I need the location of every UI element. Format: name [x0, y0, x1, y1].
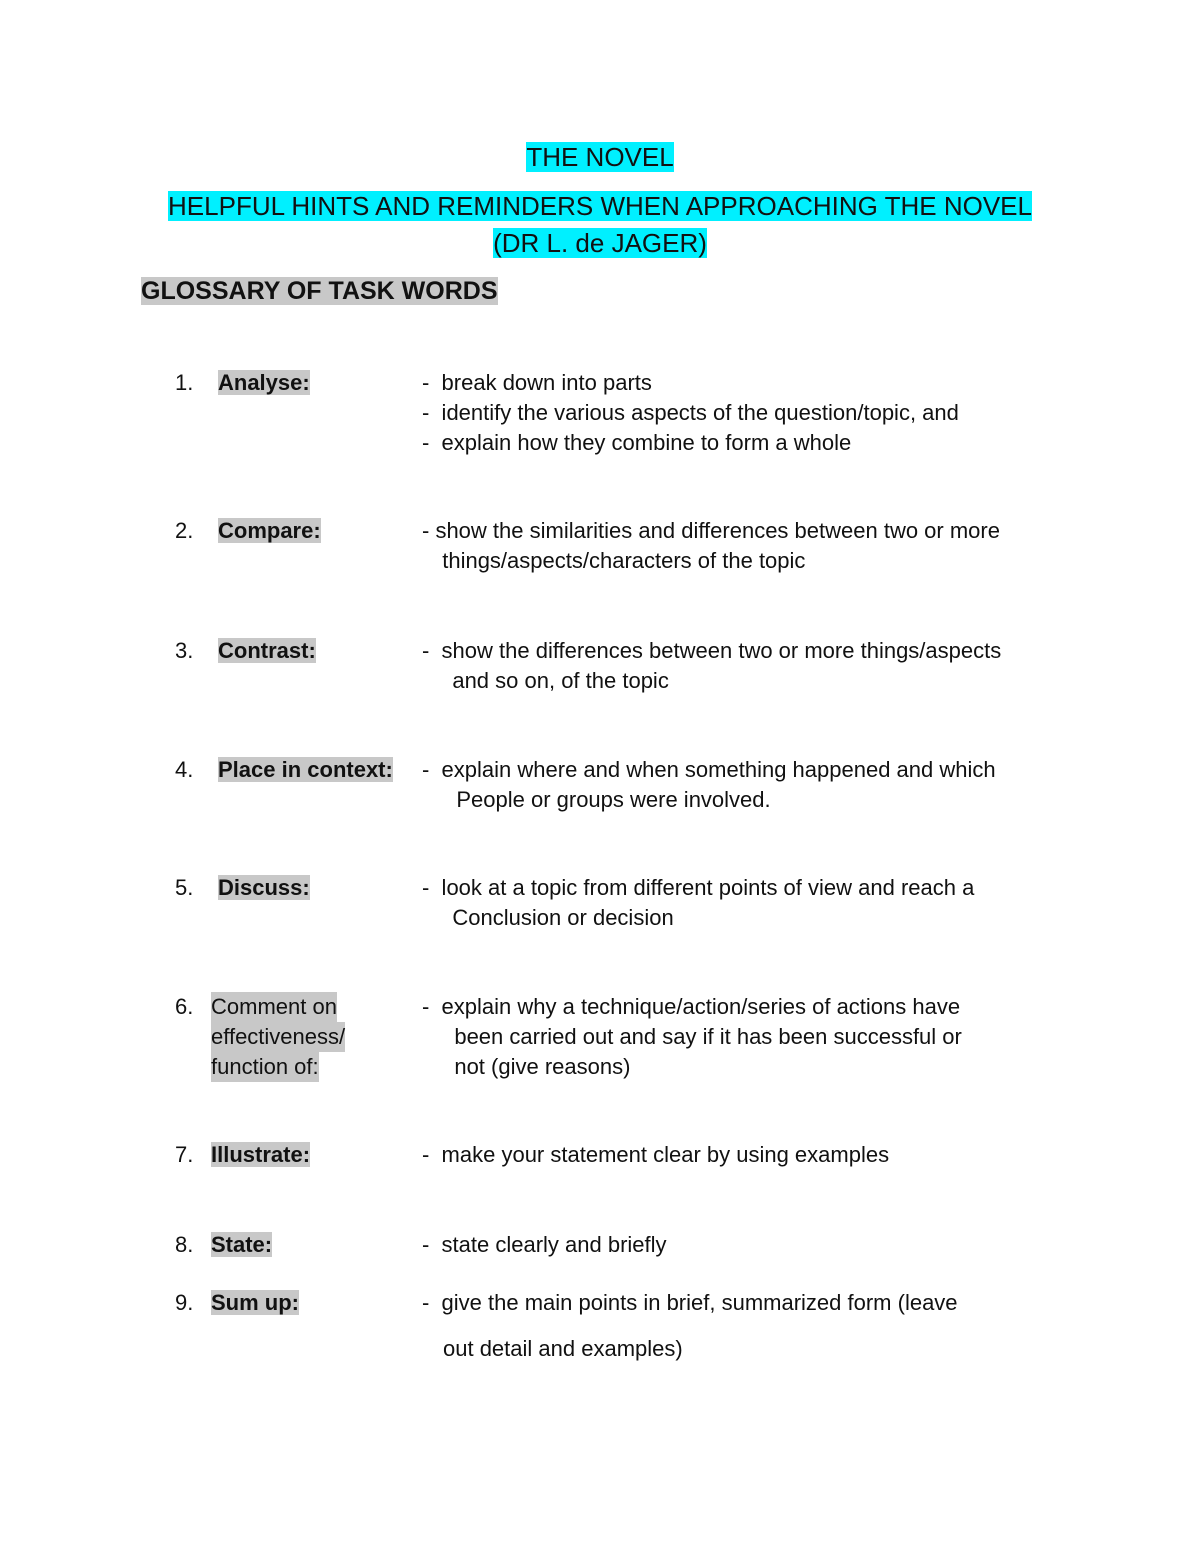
glossary-definition: - look at a topic from different points of view and reach a Conclusion or decision — [422, 875, 975, 930]
glossary-term: Sum up: — [211, 1290, 299, 1315]
item-number: 9. — [175, 1290, 194, 1315]
glossary-definition: - make your statement clear by using examples — [422, 1142, 890, 1167]
item-number: 3. — [175, 638, 194, 663]
glossary-term: Compare: — [218, 518, 321, 543]
glossary-definition: - explain where and when something happened and which People or groups were involved. — [422, 757, 996, 812]
glossary-definition: - show the similarities and differences between two or more things/aspects/characters of the topic — [422, 518, 1000, 573]
item-number: 7. — [175, 1142, 194, 1167]
glossary-definition: - show the differences between two or more things/aspects and so on, of the topic — [422, 638, 1002, 693]
item-number: 2. — [175, 518, 194, 543]
glossary-heading: GLOSSARY OF TASK WORDS — [141, 277, 498, 305]
glossary-term: Place in context: — [218, 757, 393, 782]
document-title: THE NOVEL — [526, 142, 674, 172]
glossary-term: Discuss: — [218, 875, 310, 900]
document-subtitle: HELPFUL HINTS AND REMINDERS WHEN APPROACHING THE NOVEL — [168, 191, 1032, 221]
document-author: (DR L. de JAGER) — [493, 228, 707, 258]
glossary-definition: - break down into parts - identify the various aspects of the question/topic, and - explain how they combine to form a whole — [422, 370, 959, 455]
glossary-definition: - give the main points in brief, summarized form (leave — [422, 1290, 958, 1315]
glossary-term: Analyse: — [218, 370, 310, 395]
item-number: 5. — [175, 875, 194, 900]
item-number: 6. — [175, 994, 194, 1019]
glossary-definition: - state clearly and briefly — [422, 1232, 667, 1257]
glossary-term: Contrast: — [218, 638, 316, 663]
glossary-term: Comment on effectiveness/ function of: — [211, 992, 345, 1082]
glossary-definition: - explain why a technique/action/series of actions have been carried out and say if it has been successful or not (give reasons) — [422, 994, 962, 1079]
glossary-term: State: — [211, 1232, 273, 1257]
glossary-definition-continued: out detail and examples) — [443, 1336, 683, 1361]
item-number: 1. — [175, 370, 194, 395]
item-number: 4. — [175, 757, 194, 782]
glossary-term: Illustrate: — [211, 1142, 311, 1167]
item-number: 8. — [175, 1232, 194, 1257]
